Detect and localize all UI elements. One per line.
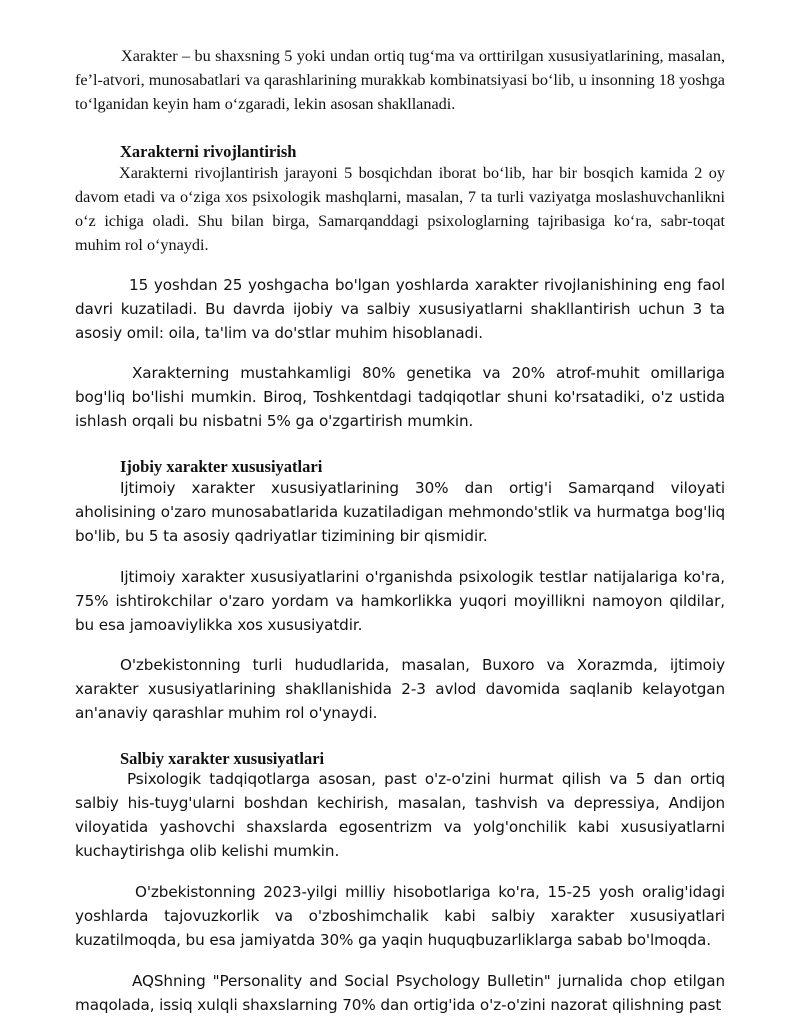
heading-character-development: Xarakterni rivojlantirish	[120, 142, 297, 161]
paragraph-mutual-help: Ijtimoiy xarakter xususiyatlarini o'rganishda psixologik testlar natijalariga ko'ra, 75% ishtirokchilar o'zaro yordam va hamkorlikka yuqori moyillikni namoyon qildilar, bu esa jamoaviylikka xos xususiyatdir.	[75, 568, 725, 634]
heading-negative-traits: Salbiy xarakter xususiyatlari	[120, 749, 325, 768]
paragraph-hospitality: Ijtimoiy xarakter xususiyatlarining 30% dan ortig'i Samarqand viloyati aholisining o'zaro munosabatlarida kuzatiladigan mehmondo'stlik va hurmatga bog'liq bo'lib, bu 5 ta asosiy qadriyatlar tizimining bir qismidir.	[75, 479, 725, 545]
paragraph-national-reports: O'zbekistonning 2023-yilgi milliy hisobotlariga ko'ra, 15-25 yosh oralig'idagi yoshlarda tajovuzkorlik va o'zboshimchalik kabi salbiy xarakter xususiyatlari kuzatilmoqda, bu esa jamiyatda 30% ga yaqin huquqbuzarliklarga sabab bo'lmoqda.	[75, 883, 725, 949]
paragraph-low-self-esteem: Psixologik tadqiqotlarga asosan, past o'z-o'zini hurmat qilish va 5 dan ortiq salbiy his-tuyg'ularni boshdan kechirish, masalan, tashvish va depressiya, Andijon viloyatida yashovchi shaxslarda egosentrizm va yolg'onchilik kabi xususiyatlarni kuchaytirishga olib kelishi mumkin.	[75, 770, 725, 860]
paragraph-usa-journal: AQShning "Personality and Social Psychology Bulletin" jurnalida chop etilgan maqolada, issiq xulqli shaxslarning 70% dan ortig'ida o'z-o'zini nazorat qilishning past	[75, 972, 725, 1014]
paragraph-genetics-ratio: Xarakterning mustahkamligi 80% genetika va 20% atrof-muhit omillariga bog'liq bo'lishi mumkin. Biroq, Toshkentdagi tadqiqotlar shuni ko'rsatadiki, o'z ustida ishlash orqali bu nisbatni 5% ga o'zgartirish mumkin.	[75, 364, 725, 430]
paragraph-development-stages: Xarakterni rivojlantirish jarayoni 5 bosqichdan iborat bo‘lib, har bir bosqich kamida 2 oy davom etadi va o‘ziga xos psixologik mashqlarni, masalan, 7 ta turli vaziyatga moslashuvchanlikni o‘z ichiga oladi. Shu bilan birga, Samarqanddagi psixologlarning tajribasiga ko‘ra, sabr-toqat muhim rol o‘ynaydi.	[75, 164, 725, 254]
heading-positive-traits: Ijobiy xarakter xususiyatlari	[120, 457, 323, 476]
paragraph-youth-period: 15 yoshdan 25 yoshgacha bo'lgan yoshlarda xarakter rivojlanishining eng faol davri kuzatiladi. Bu davrda ijobiy va salbiy xususiyatlarni shakllantirish uchun 3 ta asosiy omil: oila, ta'lim va do'stlar muhim hisoblanadi.	[75, 276, 725, 342]
paragraph-traditional-views: O'zbekistonning turli hududlarida, masalan, Buxoro va Xorazmda, ijtimoiy xarakter xususiyatlarining shakllanishida 2-3 avlod davomida saqlanib kelayotgan an'anaviy qarashlar muhim rol o'ynaydi.	[75, 656, 725, 722]
paragraph-character-definition: Xarakter – bu shaxsning 5 yoki undan ortiq tug‘ma va orttirilgan xususiyatlarining, masalan, fe’l-atvori, munosabatlari va qarashlarining murakkab kombinatsiyasi bo‘lib, u insonning 18 yoshga to‘lganidan keyin ham o‘zgaradi, lekin asosan shakllanadi.	[75, 47, 725, 113]
